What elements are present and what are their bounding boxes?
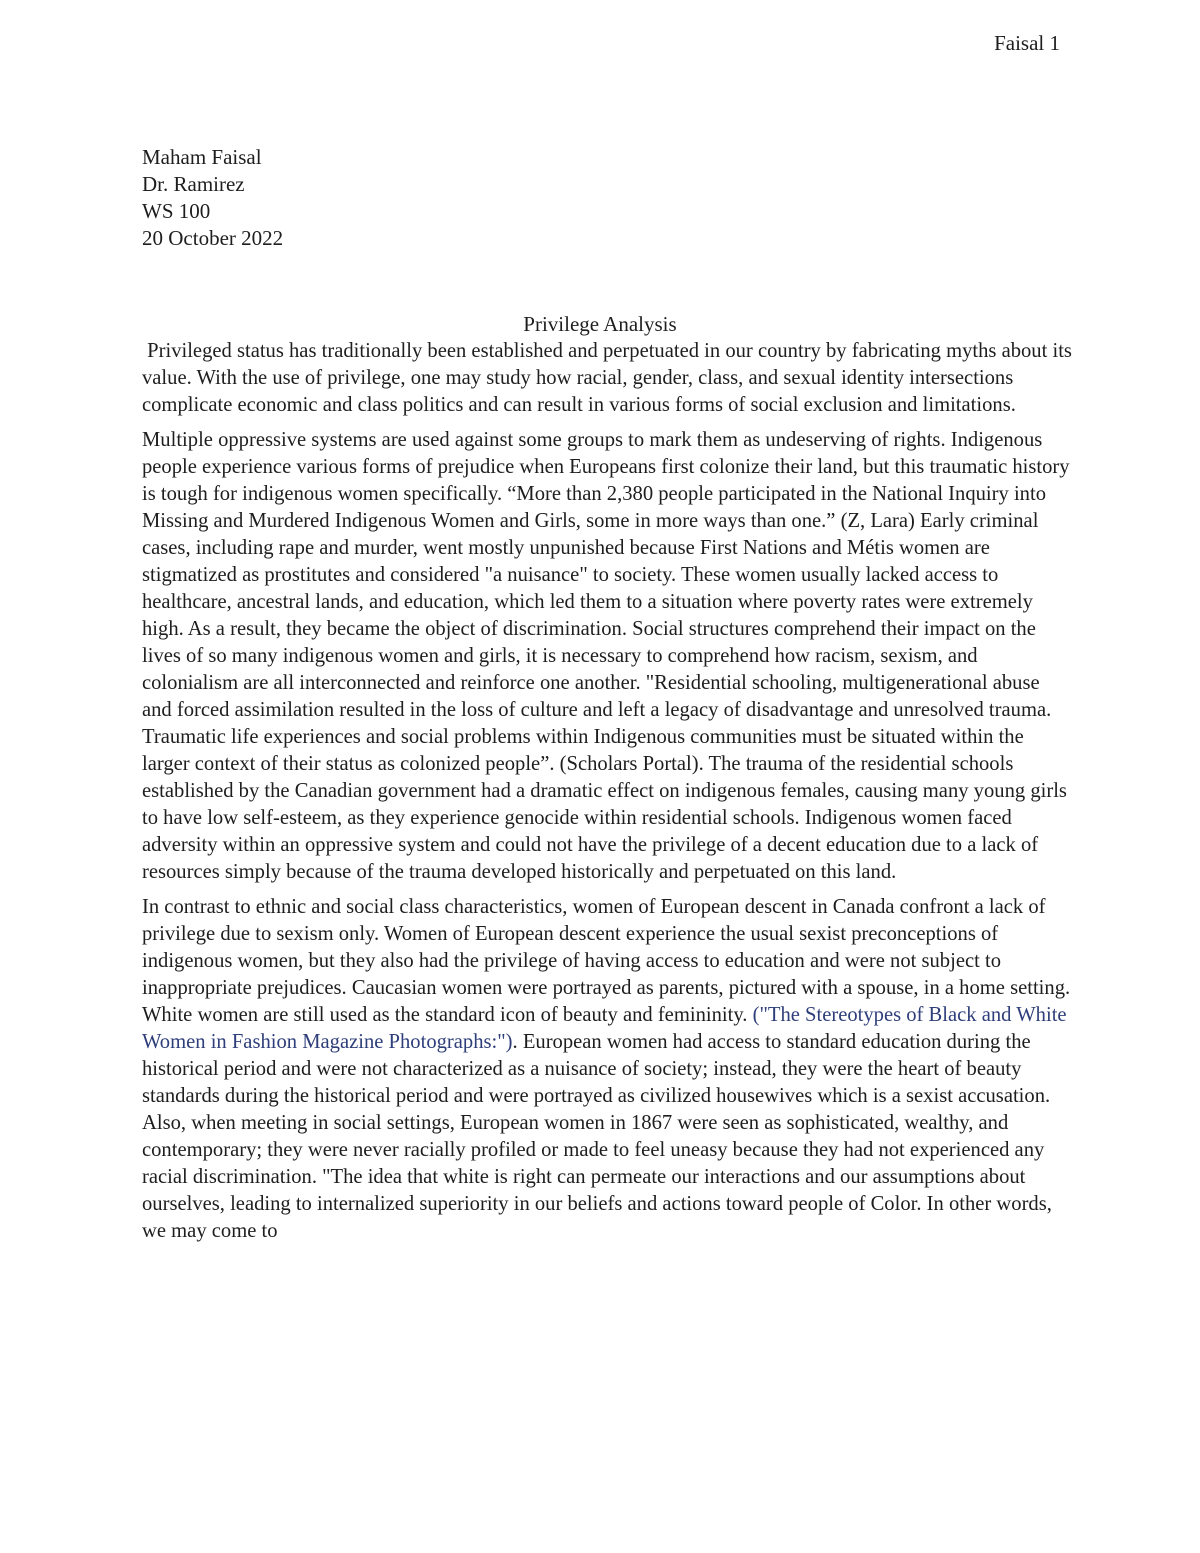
paragraph-indigenous-women: Multiple oppressive systems are used against some groups to mark them as undeserving of rights. Indigenous people experience various forms of prejudice when Europeans first colonize their land, but this traumatic history is tough for indigenous women specifically. “More than 2,380 people participated in the National Inquiry into Missing and Murdered Indigenous Women and Girls, some in more ways than one.” (Z, Lara) Early criminal cases, including rape and murder, went mostly unpunished because First Nations and Métis women are stigmatized as prostitutes and considered "a nuisance" to society. These women usually lacked access to healthcare, ancestral lands, and education, which led them to a situation where poverty rates were extremely high. As a result, they became the object of discrimination. Social structures comprehend their impact on the lives of so many indigenous women and girls, it is necessary to comprehend how racism, sexism, and colonialism are all interconnected and reinforce one another. "Residential schooling, multigenerational abuse and forced assimilation resulted in the loss of culture and left a legacy of disadvantage and unresolved trauma. Traumatic life experiences and social problems within Indigenous communities must be situated within the larger context of their status as colonized people”. (Scholars Portal). The trauma of the residential schools established by the Canadian government had a dramatic effect on indigenous females, causing many young girls to have low self-esteem, as they experience genocide within residential schools. Indigenous women faced adversity within an oppressive system and could not have the privilege of a decent education due to a lack of resources simply because of the trauma developed historically and perpetuated on this land.	[142, 429, 1070, 883]
paragraph-european-women	[142, 894, 1072, 1245]
citation-link[interactable]: ("The Stereotypes of Black and White Women in Fashion Magazine Photographs:")	[142, 1004, 1067, 1053]
document-date: 20 October 2022	[142, 226, 284, 250]
student-name: Maham Faisal	[142, 145, 262, 169]
essay-body	[142, 338, 1078, 1253]
essay-title: Privilege Analysis	[523, 312, 677, 336]
paragraph-text-before-citation: In contrast to ethnic and social class characteristics, women of European descent in Canada confront a lack of privilege due to sexism only. Women of European descent experience the usual sexist preconceptions of indigenous women, but they also had the privilege of having access to education and were not subject to inappropriate prejudices. Caucasian women were portrayed as parents, pictured with a spouse, in a home setting. White women are still used as the standard icon of beauty and femininity.	[142, 896, 1071, 1026]
running-head: Faisal 1	[994, 31, 1060, 55]
instructor-name: Dr. Ramirez	[142, 172, 245, 196]
course-code: WS 100	[142, 199, 211, 223]
paragraph-intro: Privileged status has traditionally been established and perpetuated in our country by fabricating myths about its value. With the use of privilege, one may study how racial, gender, class, and sexual identity intersections complicate economic and class politics and can result in various forms of social exclusion and limitations.	[142, 340, 1078, 416]
paragraph-text-after-citation: . European women had access to standard education during the historical period and were not characterized as a nuisance of society; instead, they were the heart of beauty standards during the historical period and were portrayed as civilized housewives which is a sexist accusation. Also, when meeting in social settings, European women in 1867 were seen as sophisticated, wealthy, and contemporary; they were never racially profiled or made to feel uneasy because they had not experienced any racial discrimination. "The idea that white is right can permeate our interactions and our assumptions about ourselves, leading to internalized superiority in our beliefs and actions toward people of Color. In other words, we may come to	[142, 1031, 1052, 1242]
mla-heading	[142, 144, 283, 252]
